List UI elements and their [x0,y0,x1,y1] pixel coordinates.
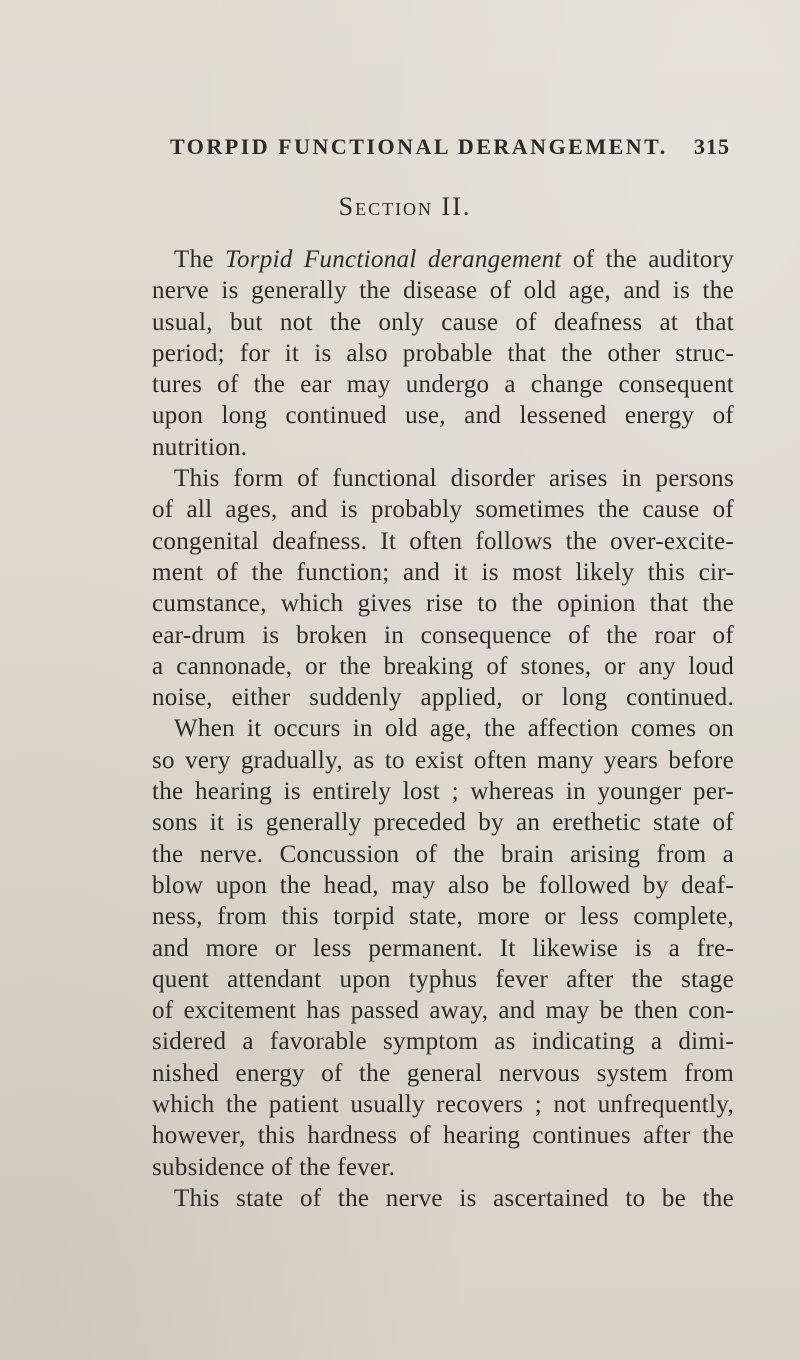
body-text [152,244,734,1214]
text-line: of all ages, and is probably sometimes the cause of [152,496,734,524]
paragraph [152,244,734,463]
text-line: This state of the nerve is ascertained to be the [174,1184,734,1212]
text-line: ness, from this torpid state, more or less complete, [152,903,734,931]
text-line: sidered a favorable symptom as indicating a dimi- [152,1028,734,1056]
text-line: congenital deafness. It often follows the over-excite- [152,527,734,555]
text-line: ear-drum is broken in consequence of the roar of [152,621,734,649]
text-line: sons it is generally preceded by an erethetic state of [152,809,734,837]
text-line: of excitement has passed away, and may be then con- [152,997,734,1025]
text-line: nutrition. [152,433,248,461]
text-line: When it occurs in old age, the affection comes on [174,715,734,743]
text-line: nished energy of the general nervous system from [152,1059,734,1087]
page-number: 315 [694,134,730,159]
running-head [170,134,730,164]
text-line: nerve is generally the disease of old age, and is the [152,277,734,305]
italic-phrase: Torpid Functional derangement [225,246,562,273]
text-line: period; for it is also probable that the other struc- [152,339,734,367]
text-line: blow upon the head, may also be followed by deaf- [152,871,734,899]
paragraph [152,713,734,1182]
paragraph [152,463,734,713]
text-line-italic: The Torpid Functional derangement of the auditory [174,246,734,273]
text-line: usual, but not the only cause of deafness at that [152,308,734,336]
text-line: the hearing is entirely lost ; whereas in younger per- [152,778,734,806]
text-line: subsidence of the fever. [152,1153,396,1181]
section-heading: Section II. [338,192,472,221]
text-line: and more or less permanent. It likewise is a fre- [152,934,734,962]
text-line: This form of functional disorder arises in persons [174,465,734,493]
paragraph [152,1183,734,1214]
text-line: quent attendant upon typhus fever after the stage [152,965,734,993]
text-line: so very gradually, as to exist often many years before [152,746,734,774]
text-line: the nerve. Concussion of the brain arising from a [152,840,734,868]
text-line: tures of the ear may undergo a change consequent [152,371,734,399]
text-line: a cannonade, or the breaking of stones, or any loud [152,652,734,680]
running-head-title: TORPID FUNCTIONAL DERANGEMENT. [170,134,668,159]
text-line: cumstance, which gives rise to the opinion that the [152,590,734,618]
text-line: noise, either suddenly applied, or long continued. [152,684,734,712]
text-line: however, this hardness of hearing continues after the [152,1122,734,1150]
text-line: ment of the function; and it is most likely this cir- [152,558,734,586]
text-line: upon long continued use, and lessened energy of [152,402,734,430]
text-line: which the patient usually recovers ; not unfrequently, [152,1091,734,1119]
